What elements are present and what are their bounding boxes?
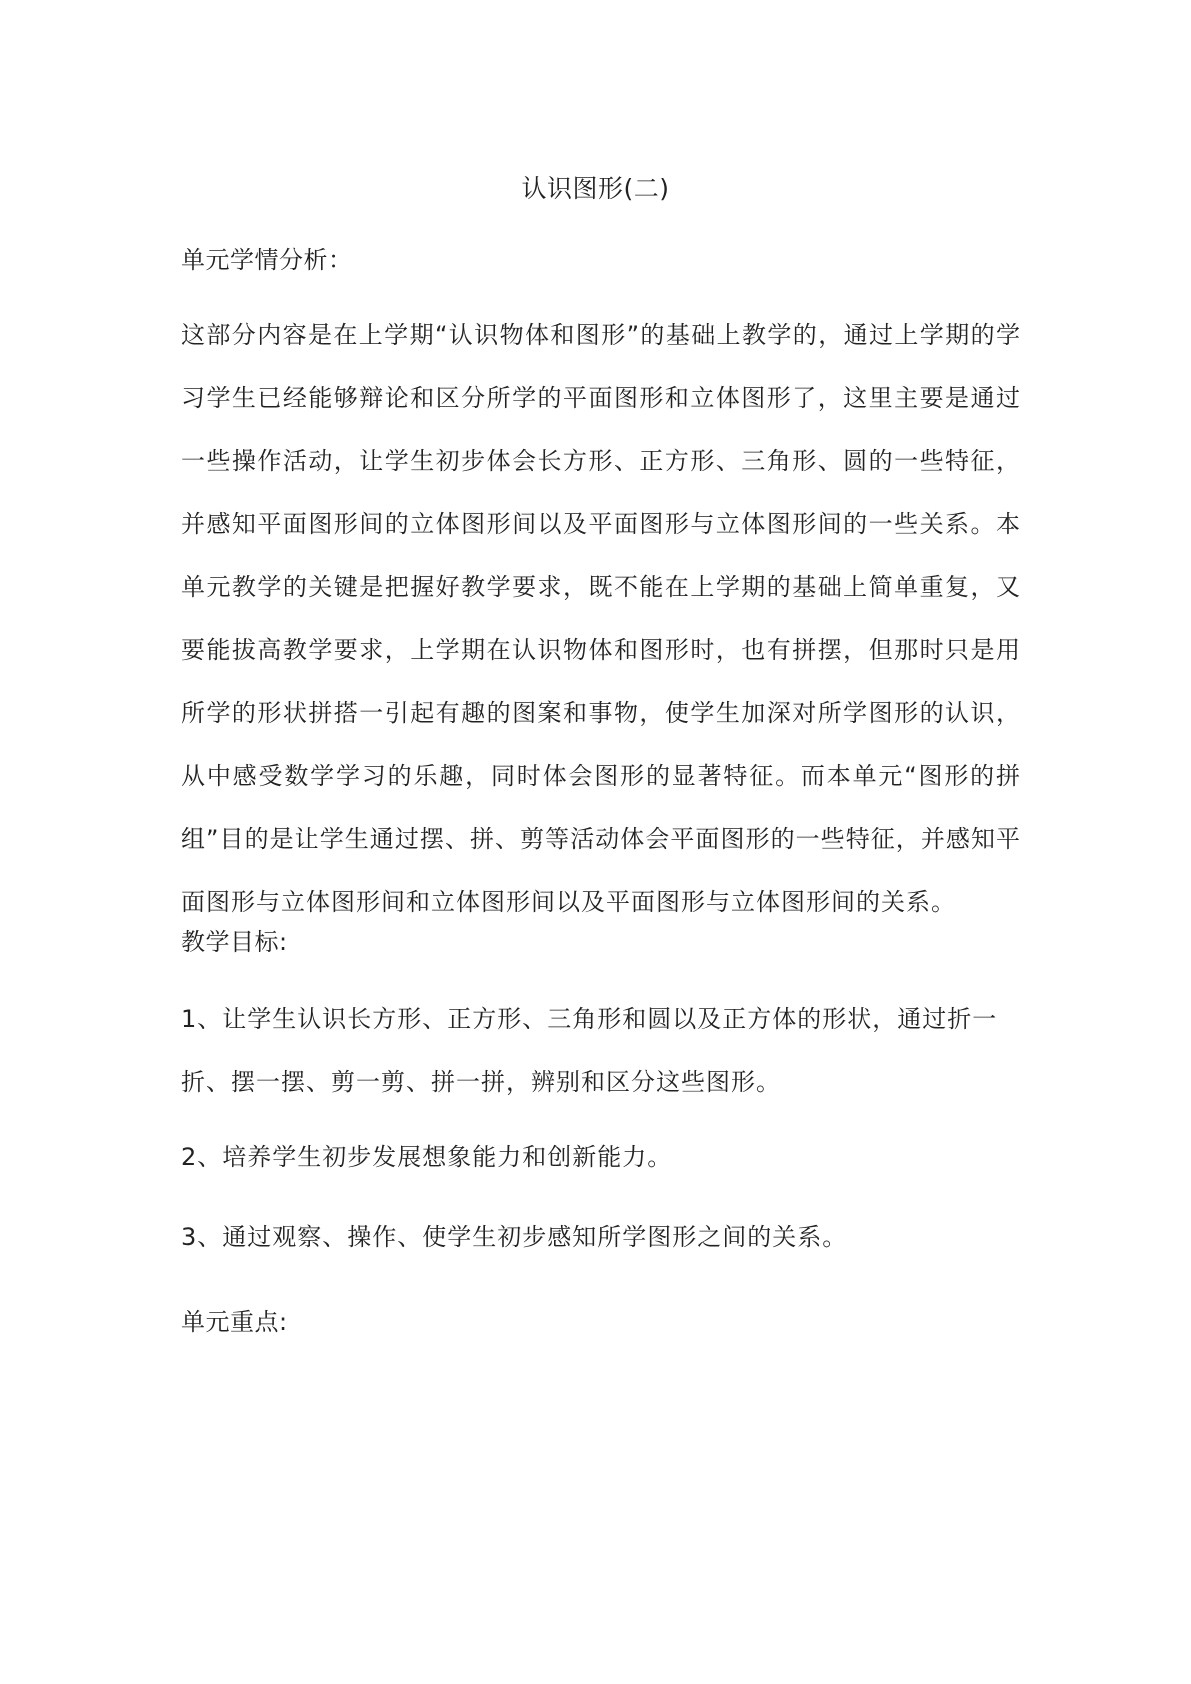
goal-item-3: 3、通过观察、操作、使学生初步感知所学图形之间的关系。 bbox=[181, 1223, 848, 1251]
document-title: 认识图形(二) bbox=[521, 174, 670, 203]
goal-item-2: 2、培养学生初步发展想象能力和创新能力。 bbox=[181, 1143, 673, 1171]
section-heading-goals: 教学目标: bbox=[181, 928, 288, 956]
section-heading-key-points: 单元重点: bbox=[181, 1308, 288, 1336]
analysis-paragraph: 这部分内容是在上学期“认识物体和图形”的基础上教学的，通过上学期的学习学生已经能够辩论和区分所学的平面图形和立体图形了，这里主要是通过一些操作活动，让学生初步体会长方形、正方形、三角形、圆的一些特征，并感知平面图形间的立体图形间以及平面图形与立体图形间的一些关系。本单元教学的关键是把握好教学要求，既不能在上学期的基础上简单重复，又要能拔高教学要求，上学期在认识物体和图形时，也有拼摆，但那时只是用所学的形状拼搭一引起有趣的图案和事物，使学生加深对所学图形的认识，从中感受数学学习的乐趣，同时体会图形的显著特征。而本单元“图形的拼组”目的是让学生通过摆、拼、剪等活动体会平面图形的一些特征，并感知平面图形与立体图形间和立体图形间以及平面图形与立体图形间的关系。 bbox=[181, 321, 1021, 916]
section-heading-analysis: 单元学情分析： bbox=[181, 246, 353, 274]
goal-item-1: 1、让学生认识长方形、正方形、三角形和圆以及正方体的形状，通过折一折、摆一摆、剪一剪、拼一拼，辨别和区分这些图形。 bbox=[181, 1005, 998, 1096]
